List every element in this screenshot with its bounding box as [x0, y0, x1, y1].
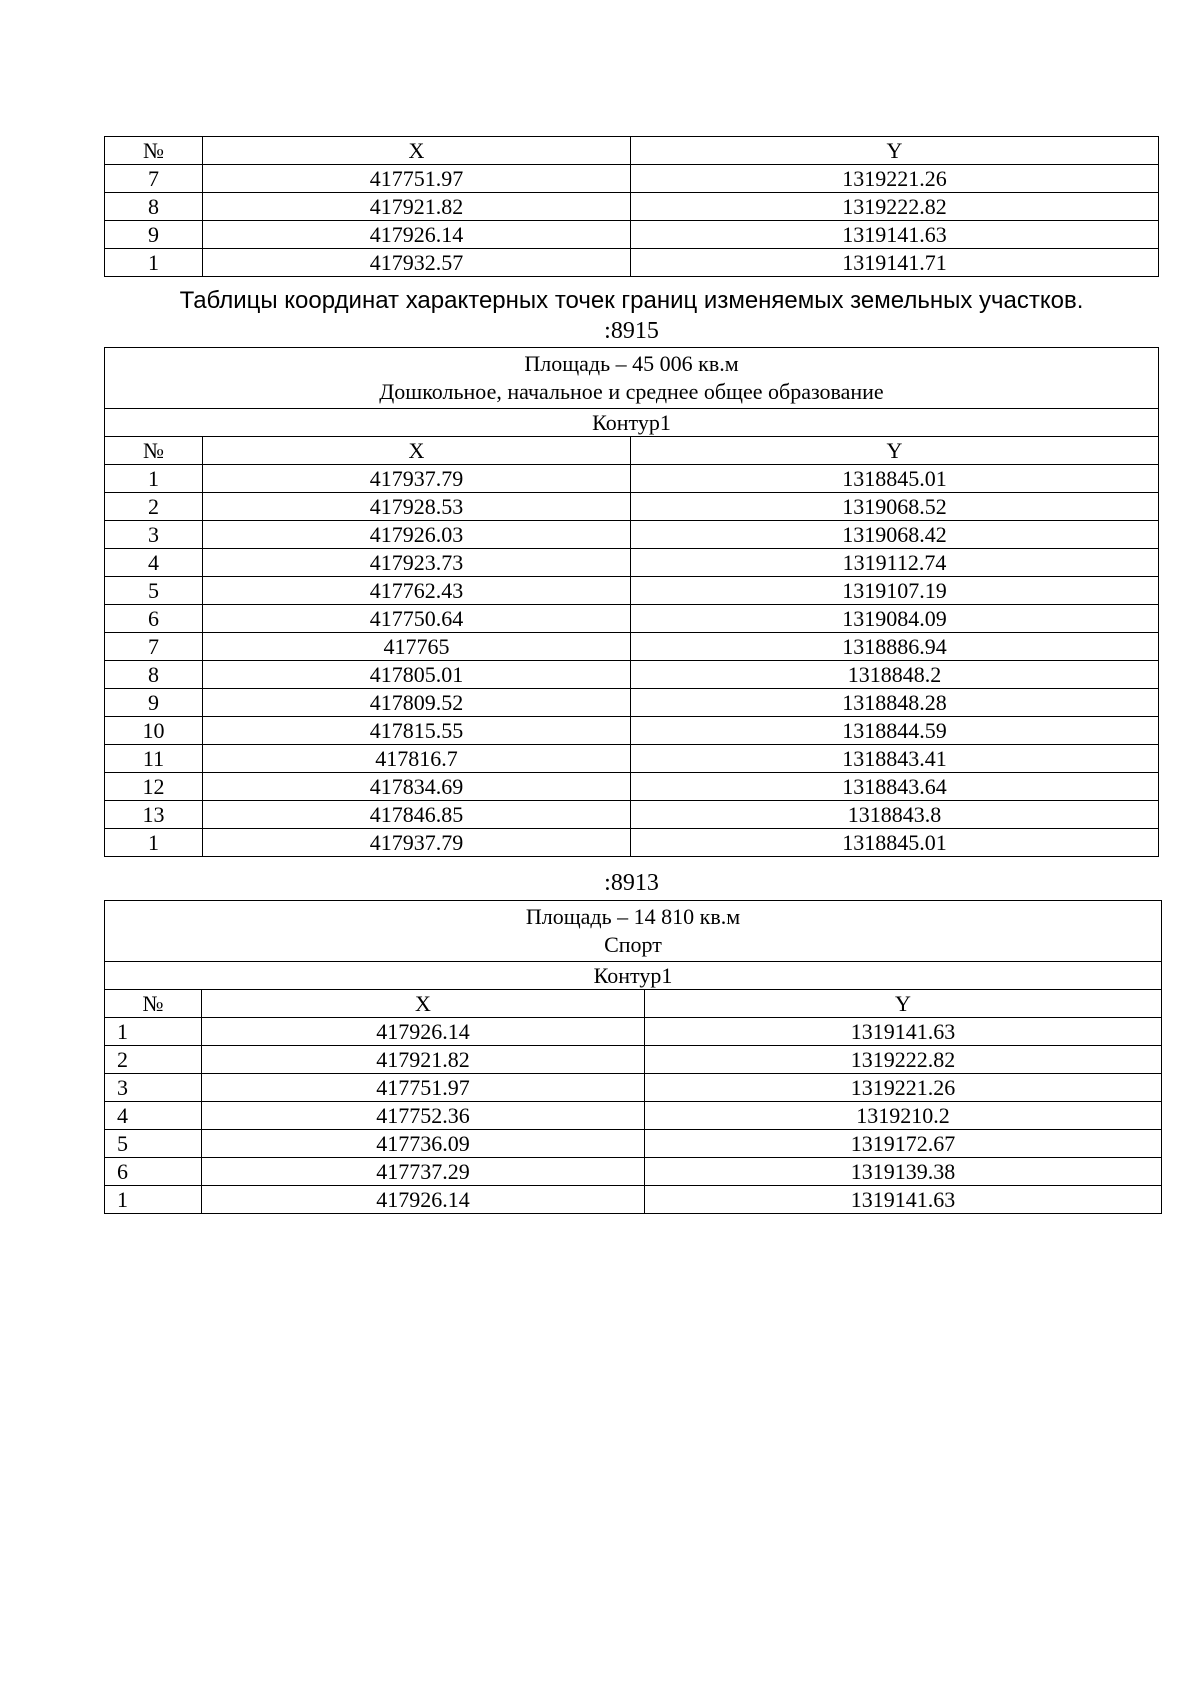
- cell-number: 5: [105, 577, 203, 605]
- table-body: [105, 137, 1159, 277]
- contour-row: [105, 409, 1159, 437]
- cell-y: 1318848.28: [631, 689, 1159, 717]
- cell-number: 9: [105, 689, 203, 717]
- cell-number: 4: [105, 549, 203, 577]
- cell-y: 1319221.26: [631, 165, 1159, 193]
- cell-number: 4: [105, 1102, 202, 1130]
- column-header-y: Y: [631, 137, 1159, 165]
- cell-x: 417816.7: [203, 745, 631, 773]
- cell-number: 3: [105, 1074, 202, 1102]
- cell-x: 417921.82: [203, 193, 631, 221]
- cell-y: 1319172.67: [645, 1130, 1162, 1158]
- table-header-row: [105, 990, 1162, 1018]
- table-row: [105, 633, 1159, 661]
- table-row: [105, 1018, 1162, 1046]
- cell-y: 1319141.63: [645, 1018, 1162, 1046]
- cell-y: 1319107.19: [631, 577, 1159, 605]
- cell-y: 1319141.63: [645, 1186, 1162, 1214]
- cell-y: 1319222.82: [631, 193, 1159, 221]
- contour-label: Контур1: [105, 409, 1159, 437]
- cell-x: 417926.14: [202, 1018, 645, 1046]
- parcel-info-cell: [105, 348, 1159, 409]
- cell-x: 417926.14: [202, 1186, 645, 1214]
- cell-y: 1319112.74: [631, 549, 1159, 577]
- cell-number: 6: [105, 1158, 202, 1186]
- table-row: [105, 165, 1159, 193]
- cell-x: 417752.36: [202, 1102, 645, 1130]
- table-row: [105, 801, 1159, 829]
- cell-x: 417926.03: [203, 521, 631, 549]
- table-row: [105, 605, 1159, 633]
- table-body: [105, 348, 1159, 857]
- cell-y: 1318843.41: [631, 745, 1159, 773]
- table-row: [105, 493, 1159, 521]
- cell-x: 417750.64: [203, 605, 631, 633]
- coordinates-table-continuation: [104, 136, 1159, 277]
- table-header-row: [105, 137, 1159, 165]
- parcel-info-cell: [105, 901, 1162, 962]
- coordinates-table-parcel: [104, 900, 1162, 1214]
- table-row: [105, 689, 1159, 717]
- table-row: [105, 1158, 1162, 1186]
- cell-y: 1319139.38: [645, 1158, 1162, 1186]
- cell-x: 417932.57: [203, 249, 631, 277]
- parcel-id: :8913: [604, 870, 659, 896]
- cell-x: 417805.01: [203, 661, 631, 689]
- parcel-area: Площадь – 45 006 кв.м: [524, 351, 739, 376]
- parcel-use: Спорт: [604, 932, 662, 957]
- contour-row: [105, 962, 1162, 990]
- table-row: [105, 549, 1159, 577]
- cell-number: 1: [105, 1186, 202, 1214]
- column-header-y: Y: [631, 437, 1159, 465]
- cell-number: 8: [105, 661, 203, 689]
- table-row: [105, 1102, 1162, 1130]
- column-header-number: №: [105, 437, 203, 465]
- cell-x: 417928.53: [203, 493, 631, 521]
- cell-x: 417926.14: [203, 221, 631, 249]
- table-row: [105, 465, 1159, 493]
- cell-number: 1: [105, 1018, 202, 1046]
- cell-x: 417762.43: [203, 577, 631, 605]
- cell-number: 10: [105, 717, 203, 745]
- section-title: Таблицы координат характерных точек границ изменяемых земельных участков.: [179, 287, 1084, 314]
- cell-number: 7: [105, 633, 203, 661]
- cell-x: 417846.85: [203, 801, 631, 829]
- cell-x: 417834.69: [203, 773, 631, 801]
- column-header-x: X: [203, 437, 631, 465]
- column-header-x: X: [202, 990, 645, 1018]
- cell-y: 1318844.59: [631, 717, 1159, 745]
- cell-x: 417737.29: [202, 1158, 645, 1186]
- cell-number: 6: [105, 605, 203, 633]
- parcel-area: Площадь – 14 810 кв.м: [525, 904, 741, 929]
- cell-number: 2: [105, 493, 203, 521]
- parcel-id: :8915: [604, 318, 659, 344]
- cell-number: 2: [105, 1046, 202, 1074]
- cell-x: 417937.79: [203, 829, 631, 857]
- cell-y: 1318886.94: [631, 633, 1159, 661]
- cell-x: 417923.73: [203, 549, 631, 577]
- table-row: [105, 745, 1159, 773]
- cell-x: 417809.52: [203, 689, 631, 717]
- cell-y: 1319068.52: [631, 493, 1159, 521]
- table-row: [105, 249, 1159, 277]
- cell-number: 13: [105, 801, 203, 829]
- cell-y: 1318843.64: [631, 773, 1159, 801]
- cell-number: 8: [105, 193, 203, 221]
- cell-number: 11: [105, 745, 203, 773]
- cell-y: 1319068.42: [631, 521, 1159, 549]
- column-header-number: №: [105, 137, 203, 165]
- column-header-x: X: [203, 137, 631, 165]
- cell-x: 417751.97: [203, 165, 631, 193]
- cell-x: 417751.97: [202, 1074, 645, 1102]
- cell-y: 1319084.09: [631, 605, 1159, 633]
- table-row: [105, 521, 1159, 549]
- cell-x: 417765: [203, 633, 631, 661]
- table-row: [105, 717, 1159, 745]
- parcel-use: Дошкольное, начальное и среднее общее образование: [379, 379, 884, 404]
- table-row: [105, 221, 1159, 249]
- table-row: [105, 577, 1159, 605]
- cell-x: 417937.79: [203, 465, 631, 493]
- cell-x: 417815.55: [203, 717, 631, 745]
- table-row: [105, 829, 1159, 857]
- parcel-info-row: [105, 348, 1159, 409]
- cell-number: 5: [105, 1130, 202, 1158]
- table-header-row: [105, 437, 1159, 465]
- table-row: [105, 193, 1159, 221]
- cell-y: 1319141.63: [631, 221, 1159, 249]
- parcel-info-row: [105, 901, 1162, 962]
- table-row: [105, 1130, 1162, 1158]
- column-header-y: Y: [645, 990, 1162, 1018]
- cell-number: 1: [105, 249, 203, 277]
- table-row: [105, 773, 1159, 801]
- table-row: [105, 1046, 1162, 1074]
- cell-y: 1319221.26: [645, 1074, 1162, 1102]
- table-row: [105, 661, 1159, 689]
- cell-y: 1319222.82: [645, 1046, 1162, 1074]
- column-header-number: №: [105, 990, 202, 1018]
- table-row: [105, 1186, 1162, 1214]
- cell-number: 1: [105, 829, 203, 857]
- cell-y: 1318843.8: [631, 801, 1159, 829]
- cell-number: 3: [105, 521, 203, 549]
- contour-label: Контур1: [105, 962, 1162, 990]
- cell-x: 417736.09: [202, 1130, 645, 1158]
- cell-number: 9: [105, 221, 203, 249]
- cell-number: 1: [105, 465, 203, 493]
- cell-number: 7: [105, 165, 203, 193]
- table-body: [105, 901, 1162, 1214]
- table-row: [105, 1074, 1162, 1102]
- cell-y: 1318845.01: [631, 829, 1159, 857]
- coordinates-table-parcel: [104, 347, 1159, 857]
- cell-y: 1318845.01: [631, 465, 1159, 493]
- cell-x: 417921.82: [202, 1046, 645, 1074]
- cell-y: 1318848.2: [631, 661, 1159, 689]
- cell-number: 12: [105, 773, 203, 801]
- cell-y: 1319210.2: [645, 1102, 1162, 1130]
- cell-y: 1319141.71: [631, 249, 1159, 277]
